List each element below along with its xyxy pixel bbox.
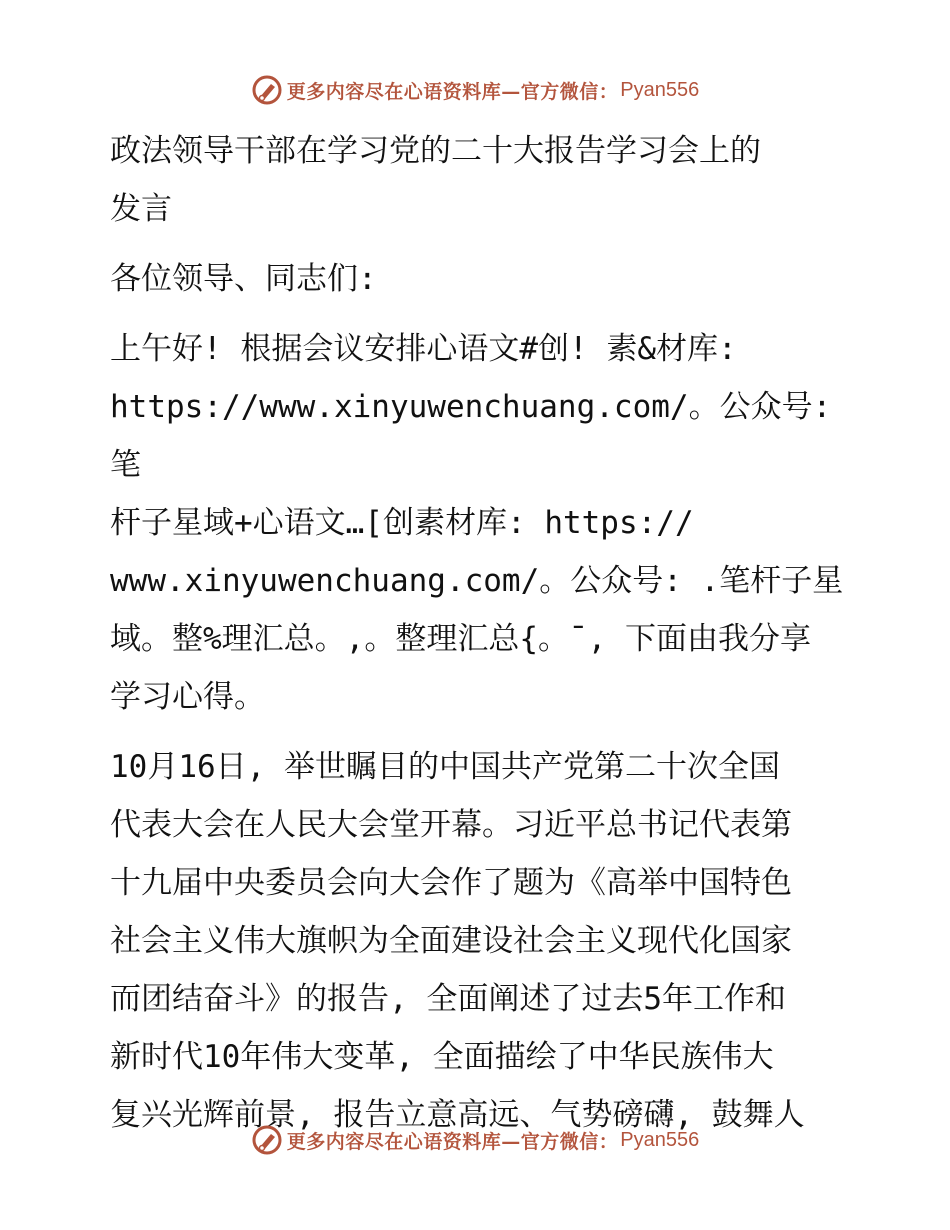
document-body	[97, 122, 857, 1156]
intro-paragraph: 上午好! 根据会议安排心语文#创! 素&材库: https://www.xinyuwenchuang.com/。公众号: 笔 杆子星域+心语文…[创素材库: https:// www.xinyuwenchuang.com/。公众号: .笔杆子星 域。整%理汇总。,。整理汇总{。¯, 下面由我分享 学习心得。	[110, 331, 844, 715]
pen-logo-icon	[251, 74, 283, 106]
body-paragraph: 10月16日, 举世瞩目的中国共产党第二十次全国 代表大会在人民大会堂开幕。习近平总书记代表第 十九届中央委员会向大会作了题为《高举中国特色 社会主义伟大旗帜为全面建设社会主义现代化国家 而团结奋斗》的报告, 全面阐述了过去5年工作和 新时代10年伟大变革, 全面描绘了中华民族伟大 复兴光辉前景, 报告立意高远、气势磅礴, 鼓舞人	[110, 749, 805, 1133]
watermark-handle: Pyan556	[620, 1128, 700, 1151]
greeting-paragraph: 各位领导、同志们:	[110, 261, 377, 297]
watermark-handle: Pyan556	[620, 78, 700, 101]
watermark-text: 更多内容尽在心语资料库—官方微信：	[286, 80, 619, 103]
watermark-line	[251, 1124, 699, 1156]
watermark-text: 更多内容尽在心语资料库—官方微信：	[286, 1130, 619, 1153]
footer-watermark-banner	[0, 1120, 950, 1160]
document-title: 政法领导干部在学习党的二十大报告学习会上的 发言	[110, 133, 761, 227]
pen-logo-icon	[251, 1124, 283, 1156]
header-watermark-banner	[0, 70, 950, 110]
watermark-line	[251, 74, 699, 106]
